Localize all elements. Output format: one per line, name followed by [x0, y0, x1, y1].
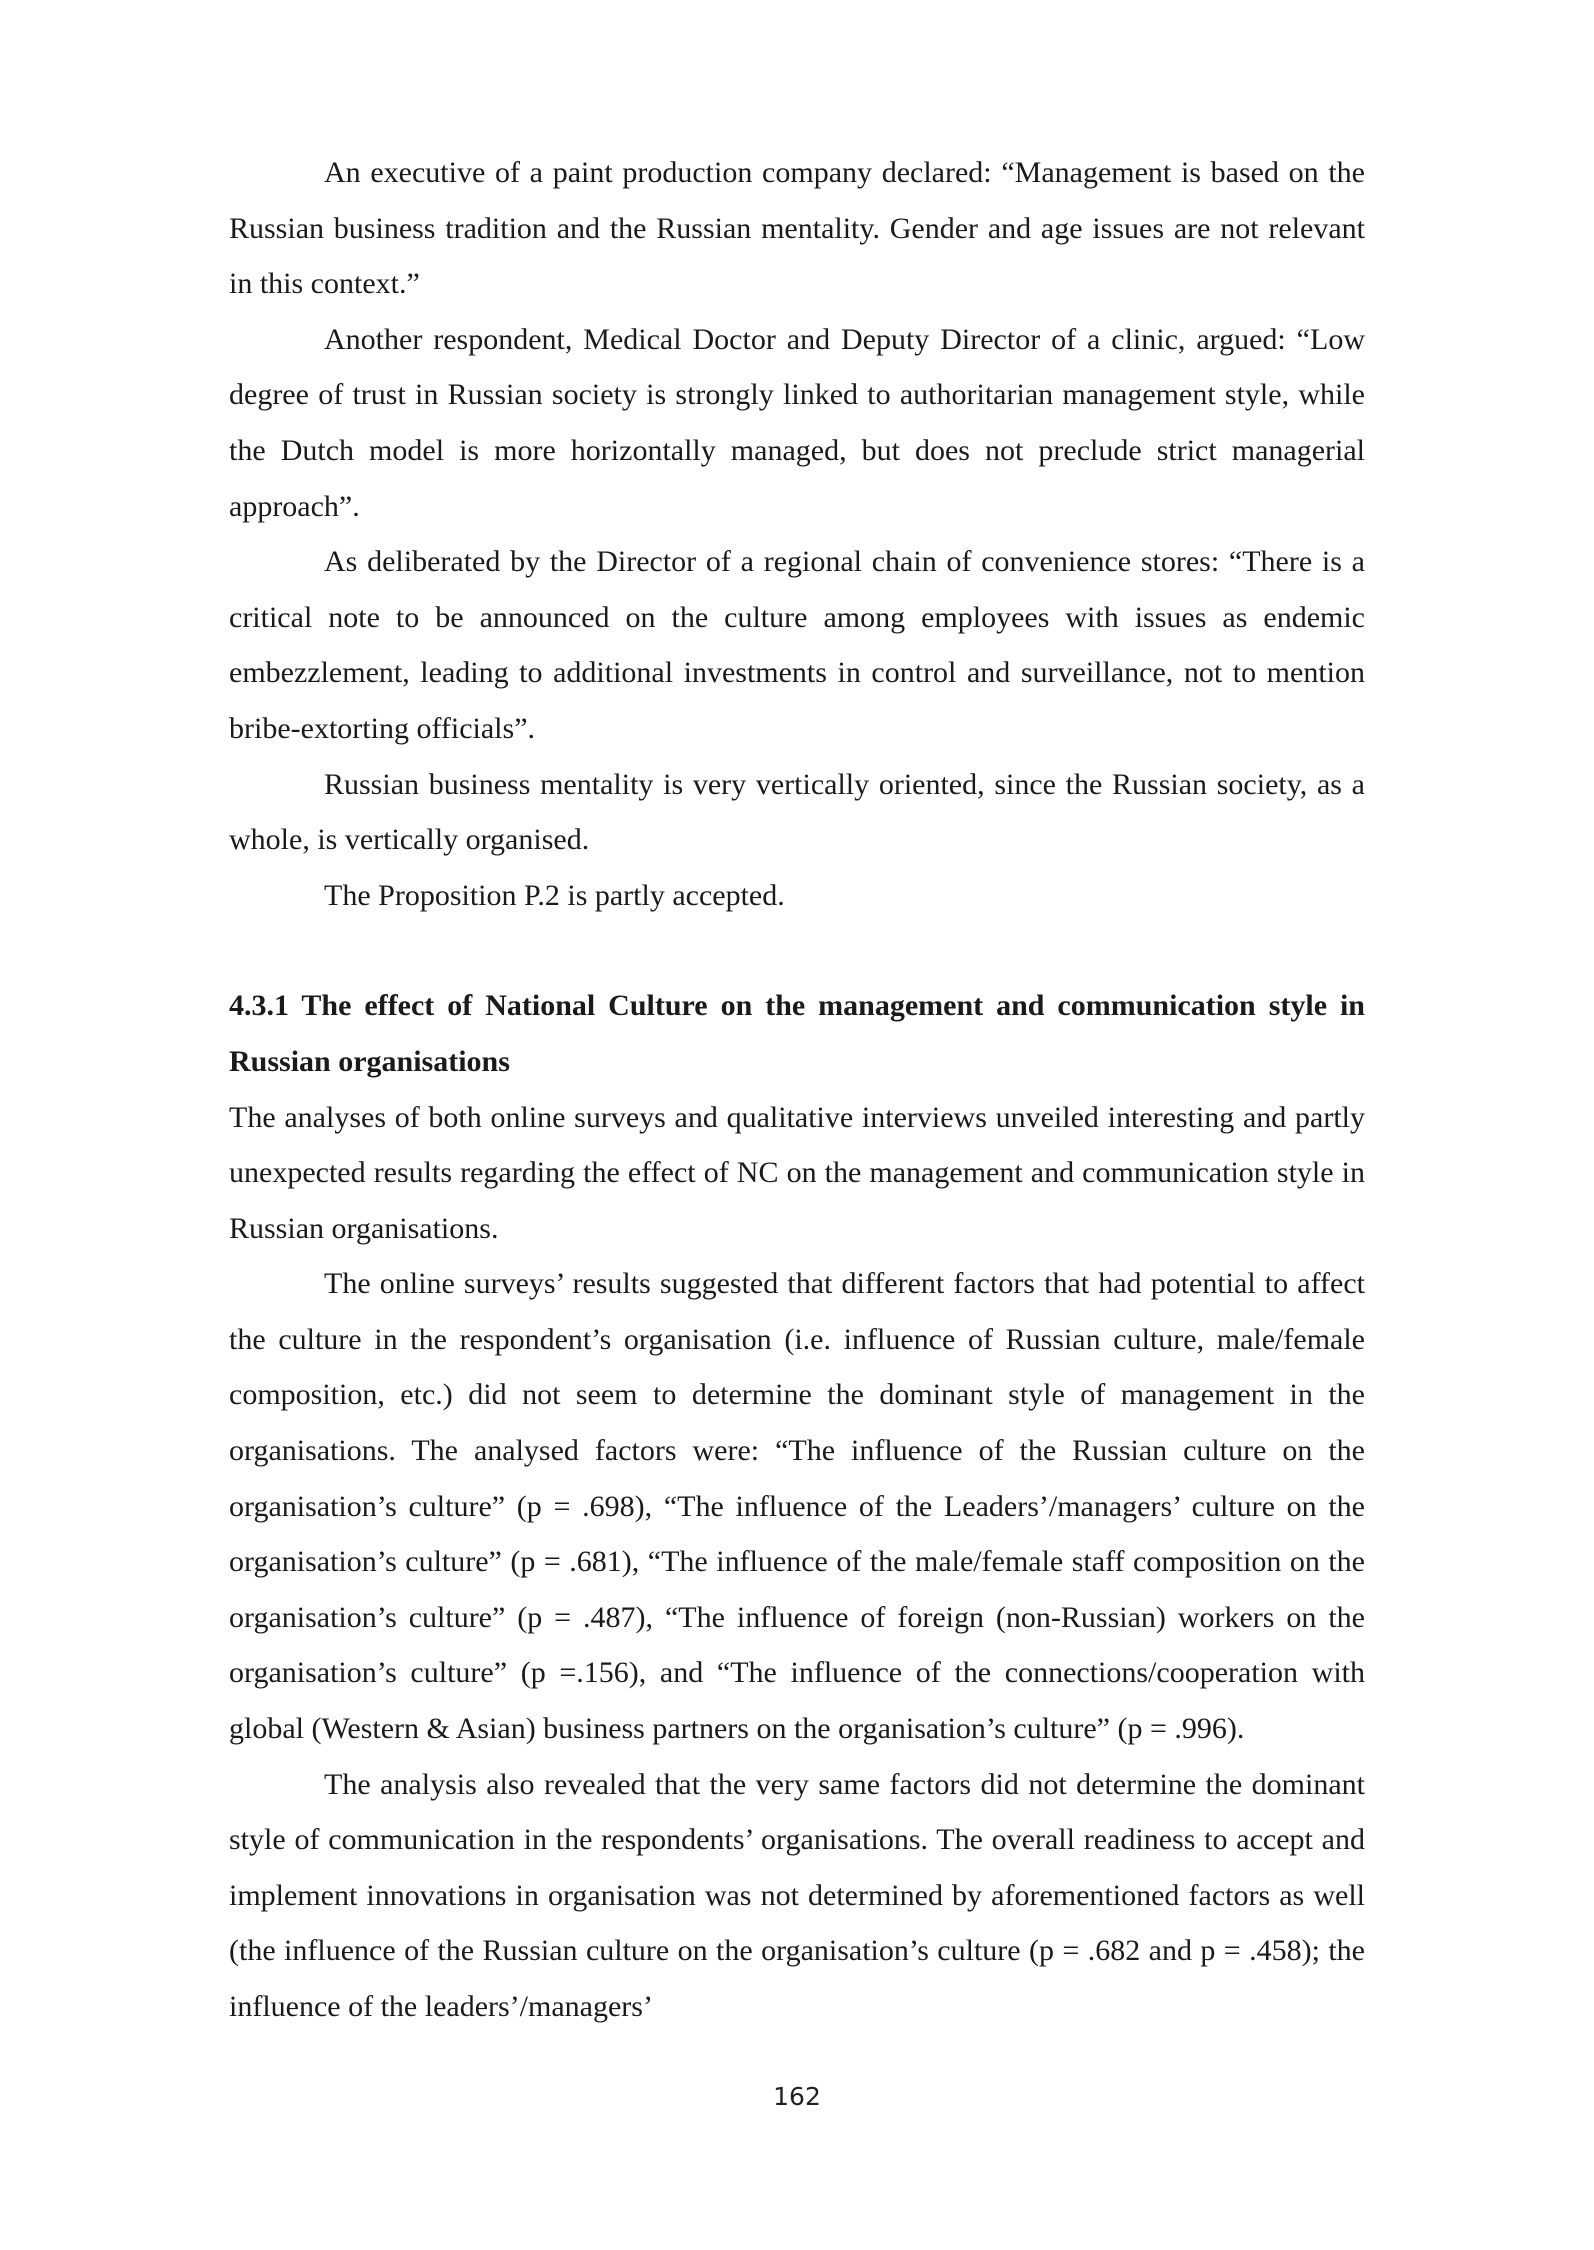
page-number: 162 [773, 2082, 821, 2111]
paragraph-paint-executive-quote: An executive of a paint production company declared: “Management is based on the Russian business tradition and the Russian mentality. Gender and age issues are not relevant in this context.” [229, 156, 1365, 301]
paragraph-online-surveys: The online surveys’ results suggested that different factors that had potential to affect the culture in the respondent’s organisation (i.e. influence of Russian culture, male/female composition, etc.) did not seem to determine the dominant style of management in the organisations. The analysed factors were: “The influence of the Russian culture on the organisation’s culture” (p = .698), “The influence of the Leaders’/managers’ culture on the organisation’s culture” (p = .681), “The influence of the male/female staff composition on the organisation’s culture” (p = .487), “The influence of foreign (non-Russian) workers on the organisation’s culture” (p =.156), and “The influence of the connections/cooperation with global (Western & Asian) business partners on the organisation’s culture” (p = .996). [229, 1267, 1365, 1746]
section-intro-paragraph: The analyses of both online surveys and qualitative interviews unveiled interesting and partly unexpected results regarding the effect of NC on the management and communication style in Russian organisations. [229, 1100, 1365, 1245]
paragraph-proposition-result: The Proposition P.2 is partly accepted. [324, 878, 785, 912]
page-body [229, 145, 1365, 2035]
paragraph-business-mentality: Russian business mentality is very vertically oriented, since the Russian society, as a whole, is vertically organised. [229, 767, 1365, 857]
paragraph-convenience-stores-quote: As deliberated by the Director of a regional chain of convenience stores: “There is a critical note to be announced on the culture among employees with issues as endemic embezzlement, leading to additional investments in control and surveillance, not to mention bribe-extorting officials”. [229, 545, 1365, 745]
section-heading: 4.3.1 The effect of National Culture on the management and communication style in Russian organisations [229, 989, 1365, 1078]
paragraph-communication-style: The analysis also revealed that the very same factors did not determine the dominant style of communication in the respondents’ organisations. The overall readiness to accept and implement innovations in organisation was not determined by aforementioned factors as well (the influence of the Russian culture on the organisation’s culture (p = .682 and p = .458); the influence of the leaders’/managers’ [229, 1767, 1365, 2023]
paragraph-medical-doctor-quote: Another respondent, Medical Doctor and Deputy Director of a clinic, argued: “Low degree of trust in Russian society is strongly linked to authoritarian management style, while the Dutch model is more horizontally managed, but does not preclude strict managerial approach”. [229, 322, 1365, 523]
